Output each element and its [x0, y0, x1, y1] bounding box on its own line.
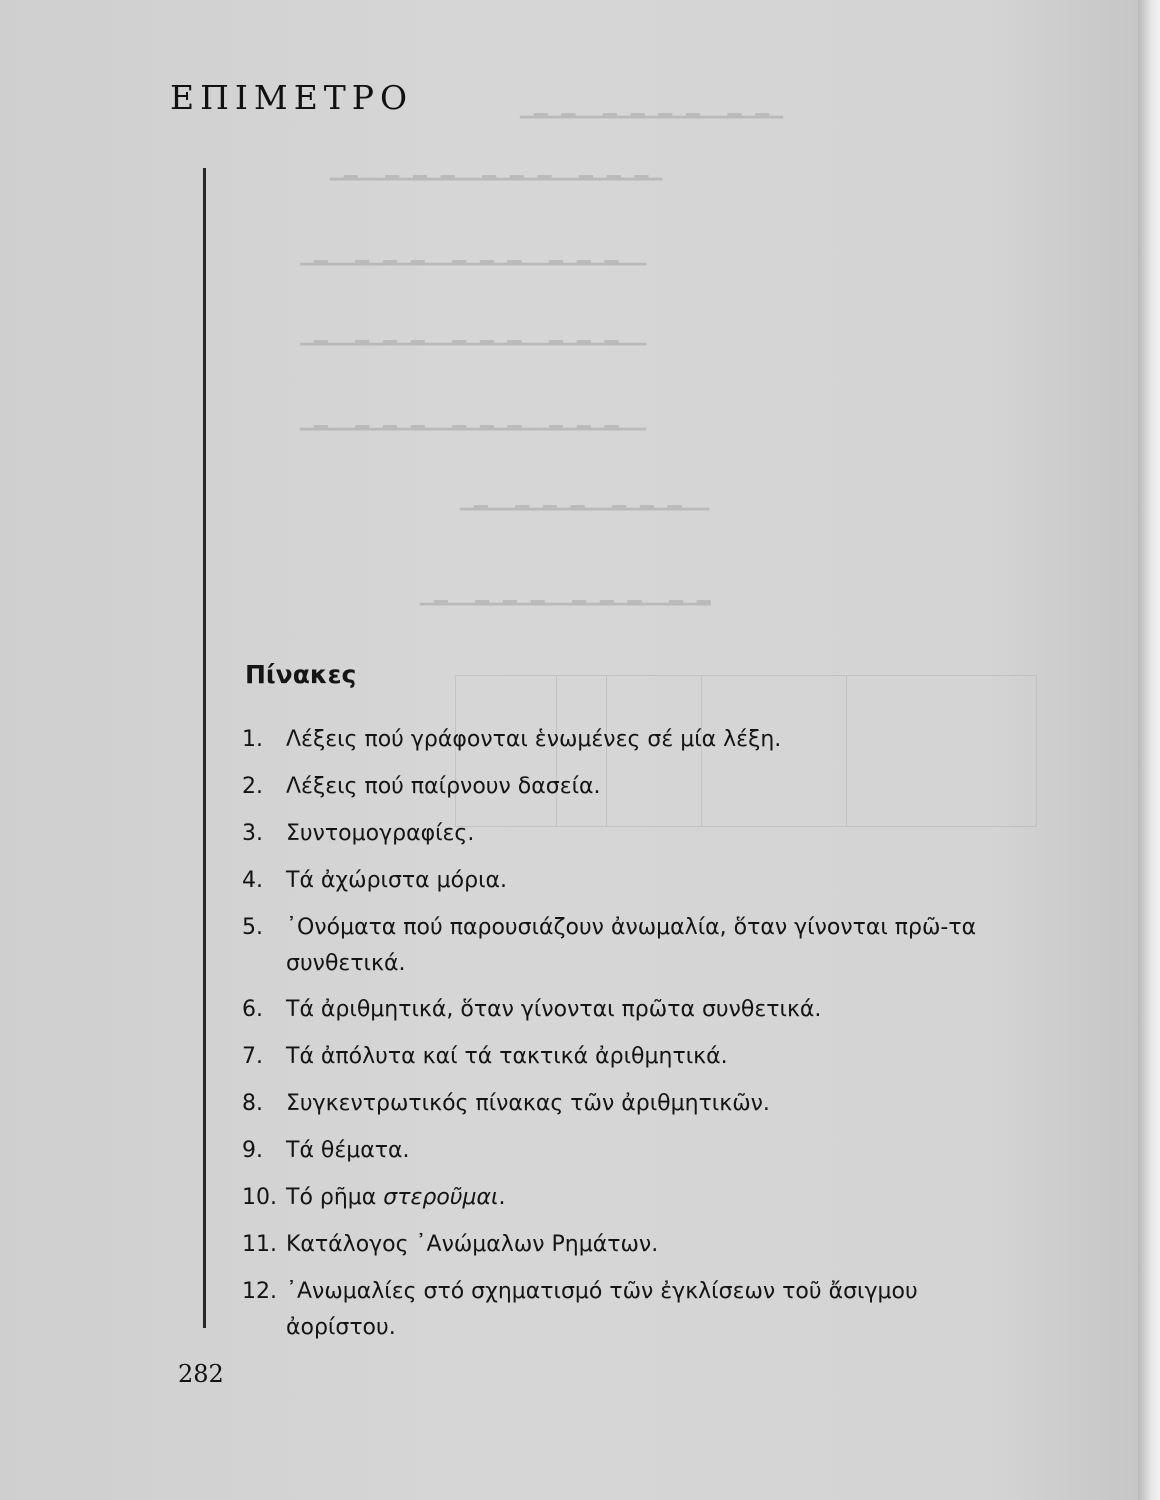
bleed-through-line: ▁▂▁▁▂▁▂▁▂▁▁▂▁▂▁▂▁▁▂▁▂: [420, 585, 711, 606]
item-text-italic: στεροῦμαι: [383, 1185, 499, 1210]
page-edge-shadow: [1138, 0, 1160, 1500]
page-number: 282: [178, 1360, 224, 1388]
item-text: Κατάλογος ᾿Ανώμαλων Ρημάτων.: [286, 1232, 659, 1257]
list-item: [242, 1086, 1042, 1122]
item-text: ᾿Ονόματα πού παρουσιάζουν ἀνωμαλία, ὅταν γίνονται πρῶ-τα συνθετικά.: [286, 915, 977, 976]
bleed-through-line: ▁▂▁▂▁▁▂▁▂▁▂▁▂▁▁▂▁▂▁: [520, 98, 784, 119]
section-title: ΕΠΙΜΕΤΡΟ: [170, 78, 414, 117]
item-text: Τά θέματα.: [286, 1138, 410, 1163]
item-text: Συγκεντρωτικός πίνακας τῶν ἀριθμητικῶν.: [286, 1091, 770, 1116]
item-number: 12.: [242, 1279, 277, 1304]
bleed-through-line: ▁▂▁▁▂▁▂▁▂▁▁▂▁▂▁▂▁▁▂▁▂▁▂▁▁: [300, 410, 647, 431]
item-text: Τά ἀριθμητικά, ὅταν γίνονται πρῶτα συνθετικά.: [286, 997, 822, 1022]
item-text-suffix: .: [498, 1185, 506, 1210]
item-number: 2.: [242, 774, 263, 799]
item-text: [286, 1180, 1036, 1216]
list-item: [242, 816, 1042, 852]
item-number: 11.: [242, 1232, 277, 1257]
item-text: ᾿Ανωμαλίες στό σχηματισμό τῶν ἐγκλίσεων τοῦ ἄσιγμου ἀορίστου.: [286, 1279, 918, 1340]
bleed-through-line: ▁▂▁▁▂▁▂▁▂▁▁▂▁▂▁▂▁▁▂▁▂▁▂▁▁: [300, 325, 647, 346]
bleed-through-line: ▁▂▁▁▂▁▂▁▂▁▁▂▁▂▁▂▁▁▂▁▂▁▂▁: [330, 160, 663, 181]
list-item: [242, 1274, 1042, 1346]
item-text: Συντομογραφίες.: [286, 821, 475, 846]
item-text: Τά ἀπόλυτα καί τά τακτικά ἀριθμητικά.: [286, 1044, 728, 1069]
item-text-prefix: Τό ρῆμα: [286, 1185, 384, 1210]
list-item: [242, 1133, 1042, 1169]
item-number: 6.: [242, 997, 263, 1022]
list-item: [242, 992, 1042, 1028]
item-number: 5.: [242, 915, 263, 940]
bleed-through-line: ▁▂▁▁▂▁▂▁▂▁▁▂▁▂▁▂▁▁▂▁▂▁▂▁▁: [300, 245, 647, 266]
item-number: 8.: [242, 1091, 263, 1116]
list-item: [242, 863, 1042, 899]
item-number: 3.: [242, 821, 263, 846]
item-number: 1.: [242, 727, 263, 752]
item-text: Λέξεις πού γράφονται ἑνωμένες σέ μία λέξη.: [286, 727, 782, 752]
item-number: 7.: [242, 1044, 263, 1069]
item-number: 4.: [242, 868, 263, 893]
bleed-through-line: ▁▂▁▁▂▁▂▁▂▁▁▂▁▂▁▂▁▁: [460, 490, 710, 511]
item-text: Τά ἀχώριστα μόρια.: [286, 868, 508, 893]
item-number: 10.: [242, 1185, 277, 1210]
list-item: [242, 1180, 1042, 1216]
list-item: [242, 910, 1042, 982]
item-text: Λέξεις πού παίρνουν δασεία.: [286, 774, 601, 799]
subtitle: Πίνακες: [245, 660, 357, 689]
list-item: [242, 769, 1042, 805]
item-number: 9.: [242, 1138, 263, 1163]
vertical-rule: [203, 168, 206, 1328]
list-item: [242, 1039, 1042, 1075]
list-item: [242, 1227, 1042, 1263]
list-item: [242, 722, 1042, 758]
